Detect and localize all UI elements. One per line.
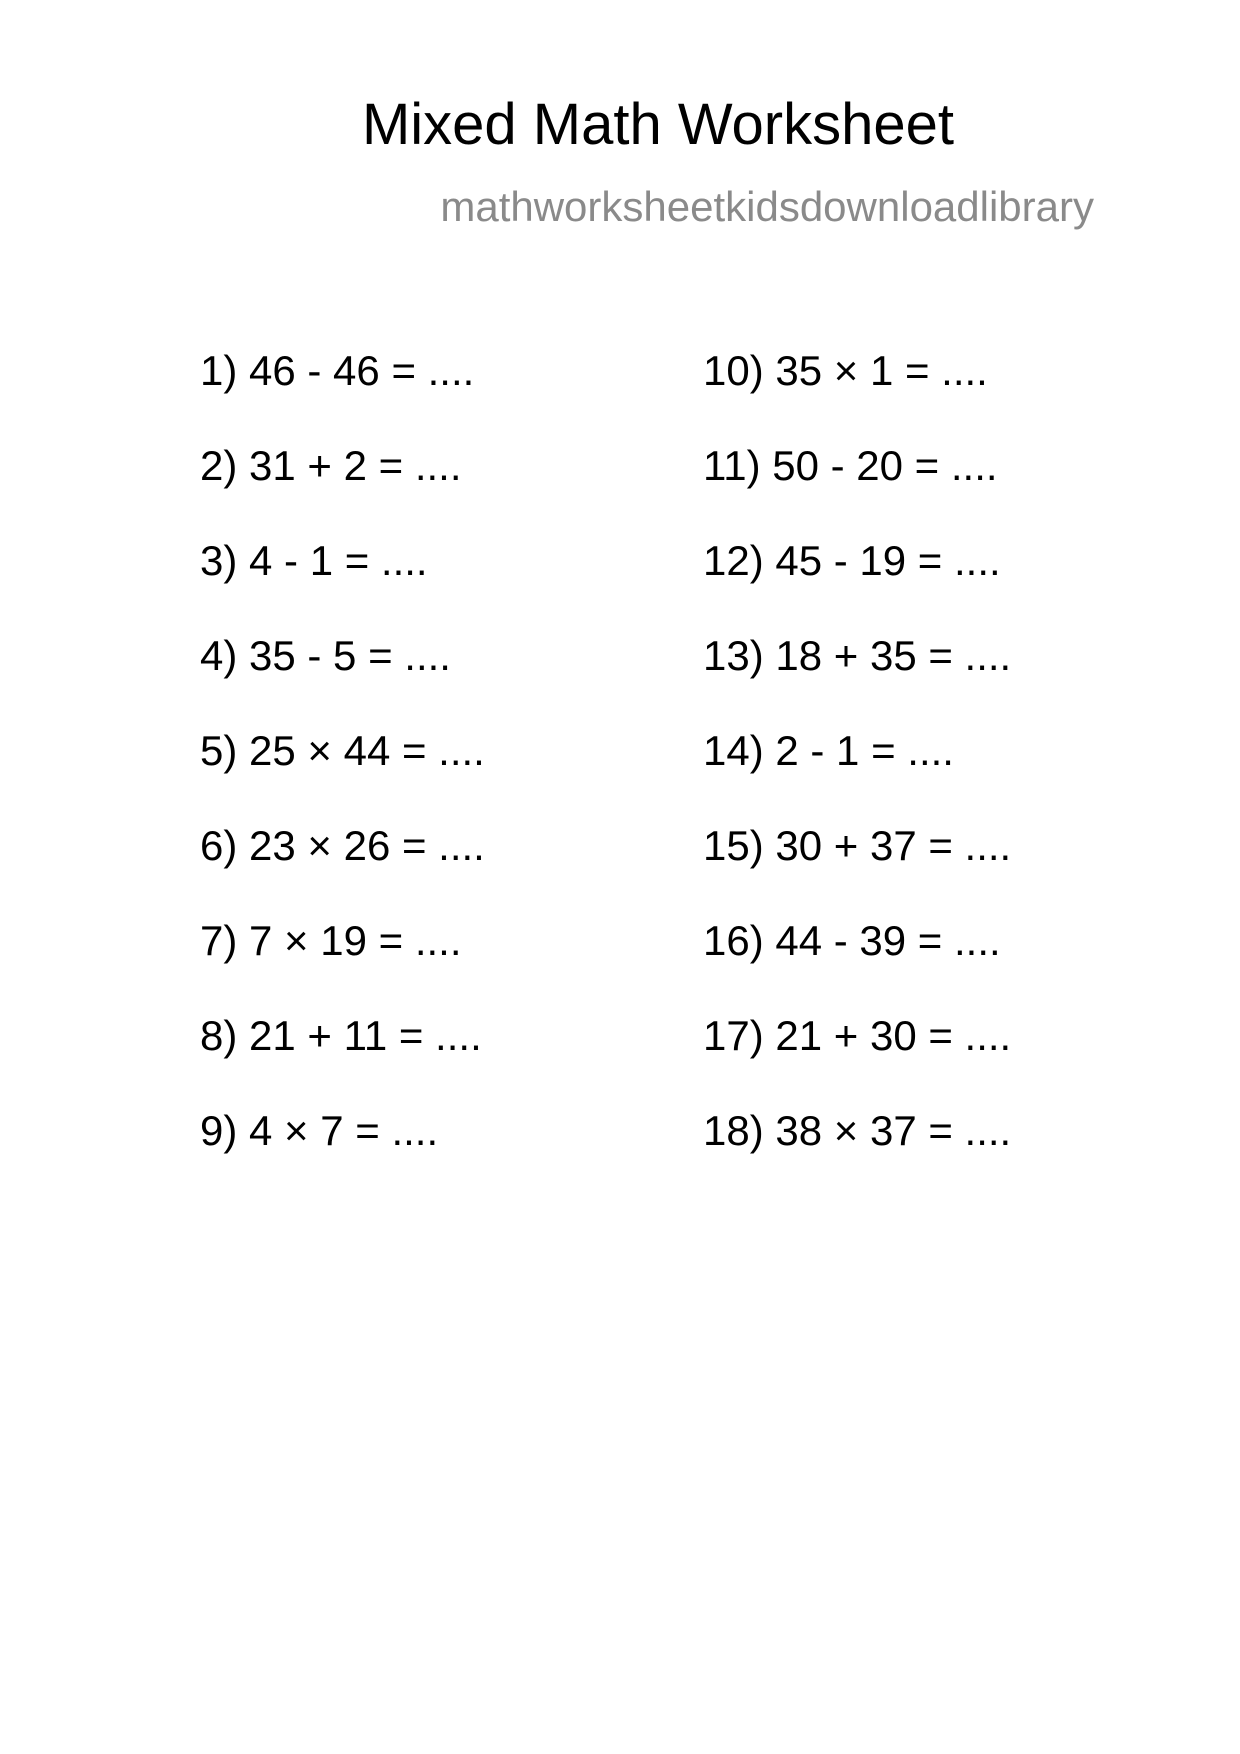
problem-11: 11) 50 - 20 = .... [703,442,998,489]
problem-3: 3) 4 - 1 = .... [200,537,428,584]
problem-6: 6) 23 × 26 = .... [200,822,485,869]
problem-9: 9) 4 × 7 = .... [200,1107,439,1154]
problem-1: 1) 46 - 46 = .... [200,347,475,394]
problem-4: 4) 35 - 5 = .... [200,632,451,679]
problem-16: 16) 44 - 39 = .... [703,917,1001,964]
problem-10: 10) 35 × 1 = .... [703,347,988,394]
problem-12: 12) 45 - 19 = .... [703,537,1001,584]
problem-7: 7) 7 × 19 = .... [200,917,462,964]
problem-14: 14) 2 - 1 = .... [703,727,954,774]
page-title: Mixed Math Worksheet [361,92,955,157]
problem-column-left [200,347,485,1205]
problem-2: 2) 31 + 2 = .... [200,442,462,489]
problem-15: 15) 30 + 37 = .... [703,822,1012,869]
problem-5: 5) 25 × 44 = .... [200,727,485,774]
problem-13: 13) 18 + 35 = .... [703,632,1012,679]
problem-18: 18) 38 × 37 = .... [703,1107,1012,1154]
source-subtitle: mathworksheetkidsdownloadlibrary [440,183,1094,230]
problem-column-right [703,347,1012,1205]
problem-8: 8) 21 + 11 = .... [200,1012,482,1059]
problem-17: 17) 21 + 30 = .... [703,1012,1012,1059]
